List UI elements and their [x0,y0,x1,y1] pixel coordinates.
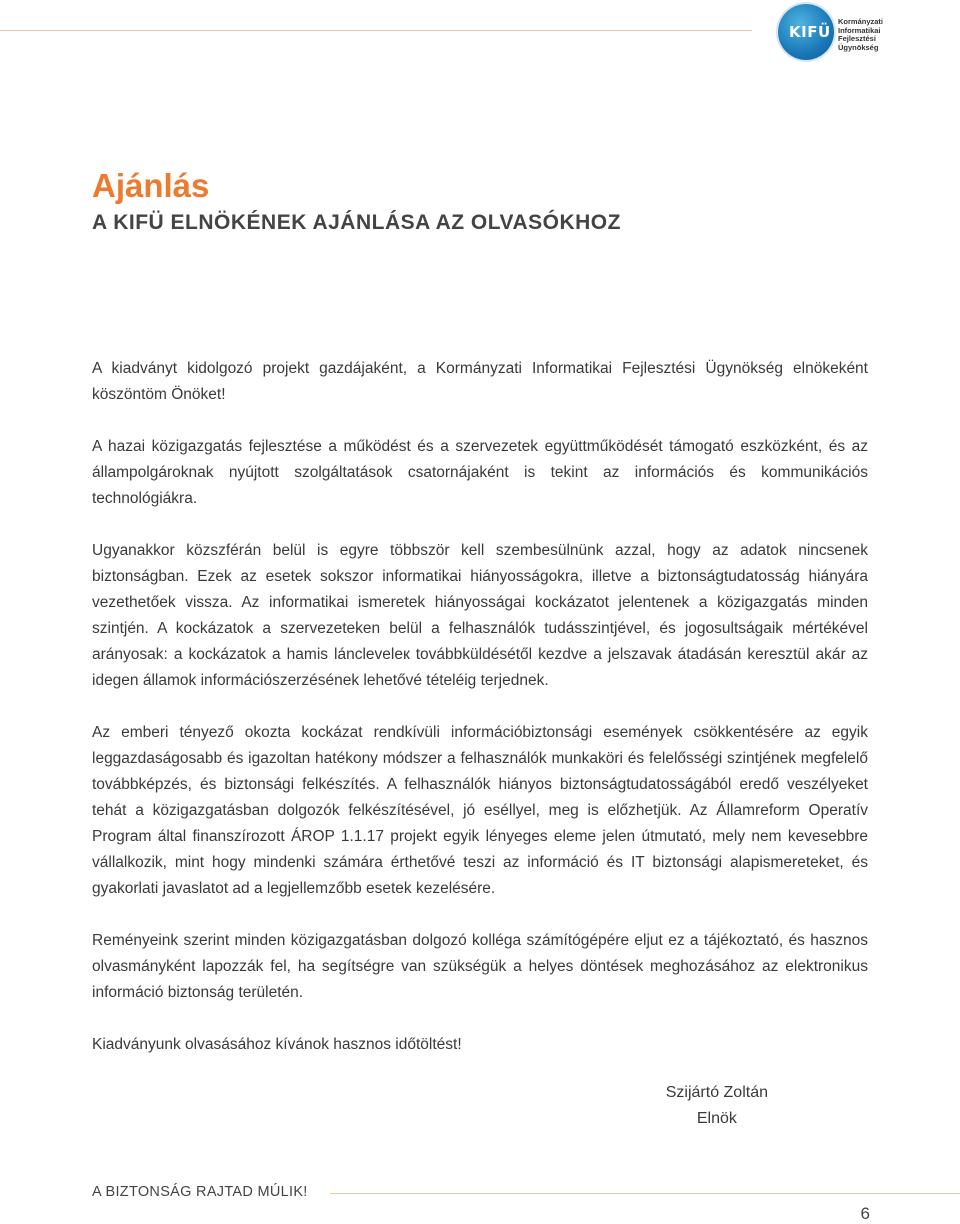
logo-line: Fejlesztési [838,34,876,43]
paragraph: Reményeink szerint minden közigazgatásban dolgozó kolléga számítógépére eljut ez a tájékoztató, és hasznos olvasmányként lapozzák fel, ha segítségre van szükségük a helyes döntések meghozásához az elektronikus információ biztonság területén. [92,932,868,1001]
logo-line: Informatikai [838,25,881,35]
paragraph: A kiadványt kidolgozó projekt gazdájaként, a Kormányzati Informatikai Fejlesztési Ügynökség elnökeként köszöntöm Önöket! [92,360,868,403]
page-title: Ajánlás [92,167,210,204]
signature [666,1080,768,1132]
paragraph: Kiadványunk olvasásához kívánok hasznos időtöltést! [92,1036,462,1053]
footer-rule [330,1193,960,1194]
header-rule [0,30,752,31]
kifu-logo [778,4,950,62]
page-number: 6 [860,1204,870,1223]
logo-lines [838,18,883,52]
page-subtitle: A KIFÜ ELNÖKÉNEK AJÁNLÁSA AZ OLVASÓKHOZ [92,211,621,234]
signature-role: Elnök [696,1110,737,1127]
paragraph: A hazai közigazgatás fejlesztése a működést és a szervezetek együttműködését támogató eszközként, és az állampolgároknak nyújtott szolgáltatások csatornájaként is tekint az információs és kommunikációs technológiákra. [92,438,868,507]
paragraph: Ugyanakkor közszférán belül is egyre többször kell szembesülnünk azzal, hogy az adatok nincsenek biztonságban. Ezek az esetek sokszor informatikai hiányosságokra, illetve a biztonságtudatosság hiányára vezethetőek vissza. Az informatikai ismeretek hiányosságai kockázatot jelentenek a közigazgatás minden szintjén. A kockázatok a szervezeteken belül a felhasználók tudásszintjével, és jogosultságaik mértékével arányosak: a kockázatok a hamis láncleveleк továbbküldésétől kezdve a jelszavak átadásán keresztül akár az idegen államok információszerzésének lehetővé tételéig terjednek. [92,542,868,689]
footer-slogan: A BIZTONSÁG RAJTAD MÚLIK! [92,1184,308,1200]
signature-name: Szijártó Zoltán [665,1084,768,1101]
logo-text: KIFÜ [789,23,831,41]
paragraph: Az emberi tényező okozta kockázat rendkívüli információbiztonsági események csökkentésére az egyik leggazdaságosabb és igazoltan hatékony módszer a felhasználók munkaköri és felelősségi szintjének megfelelő továbbképzés, és biztonsági felkészítés. A felhasználók hiányos biztonságtudatosságából eredő veszélyeket tehát a közigazgatásban dolgozók felkészítésével, jó eséllyel, meg is előzhetjük. Az Államreform Operatív Program által finanszírozott ÁROP 1.1.17 projekt egyik lényeges eleme jelen útmutató, mely nem kevesebbre vállalkozik, mint hogy mindenki számára érthetővé teszi az információ és IT biztonsági alapismereteket, és gyakorlati javaslatot ad a legjellemzőbb esetek kezelésére. [92,724,868,897]
logo-line: Ügynökség [838,42,879,52]
logo-line: Kormányzati [838,17,884,26]
body-text [92,356,868,1058]
